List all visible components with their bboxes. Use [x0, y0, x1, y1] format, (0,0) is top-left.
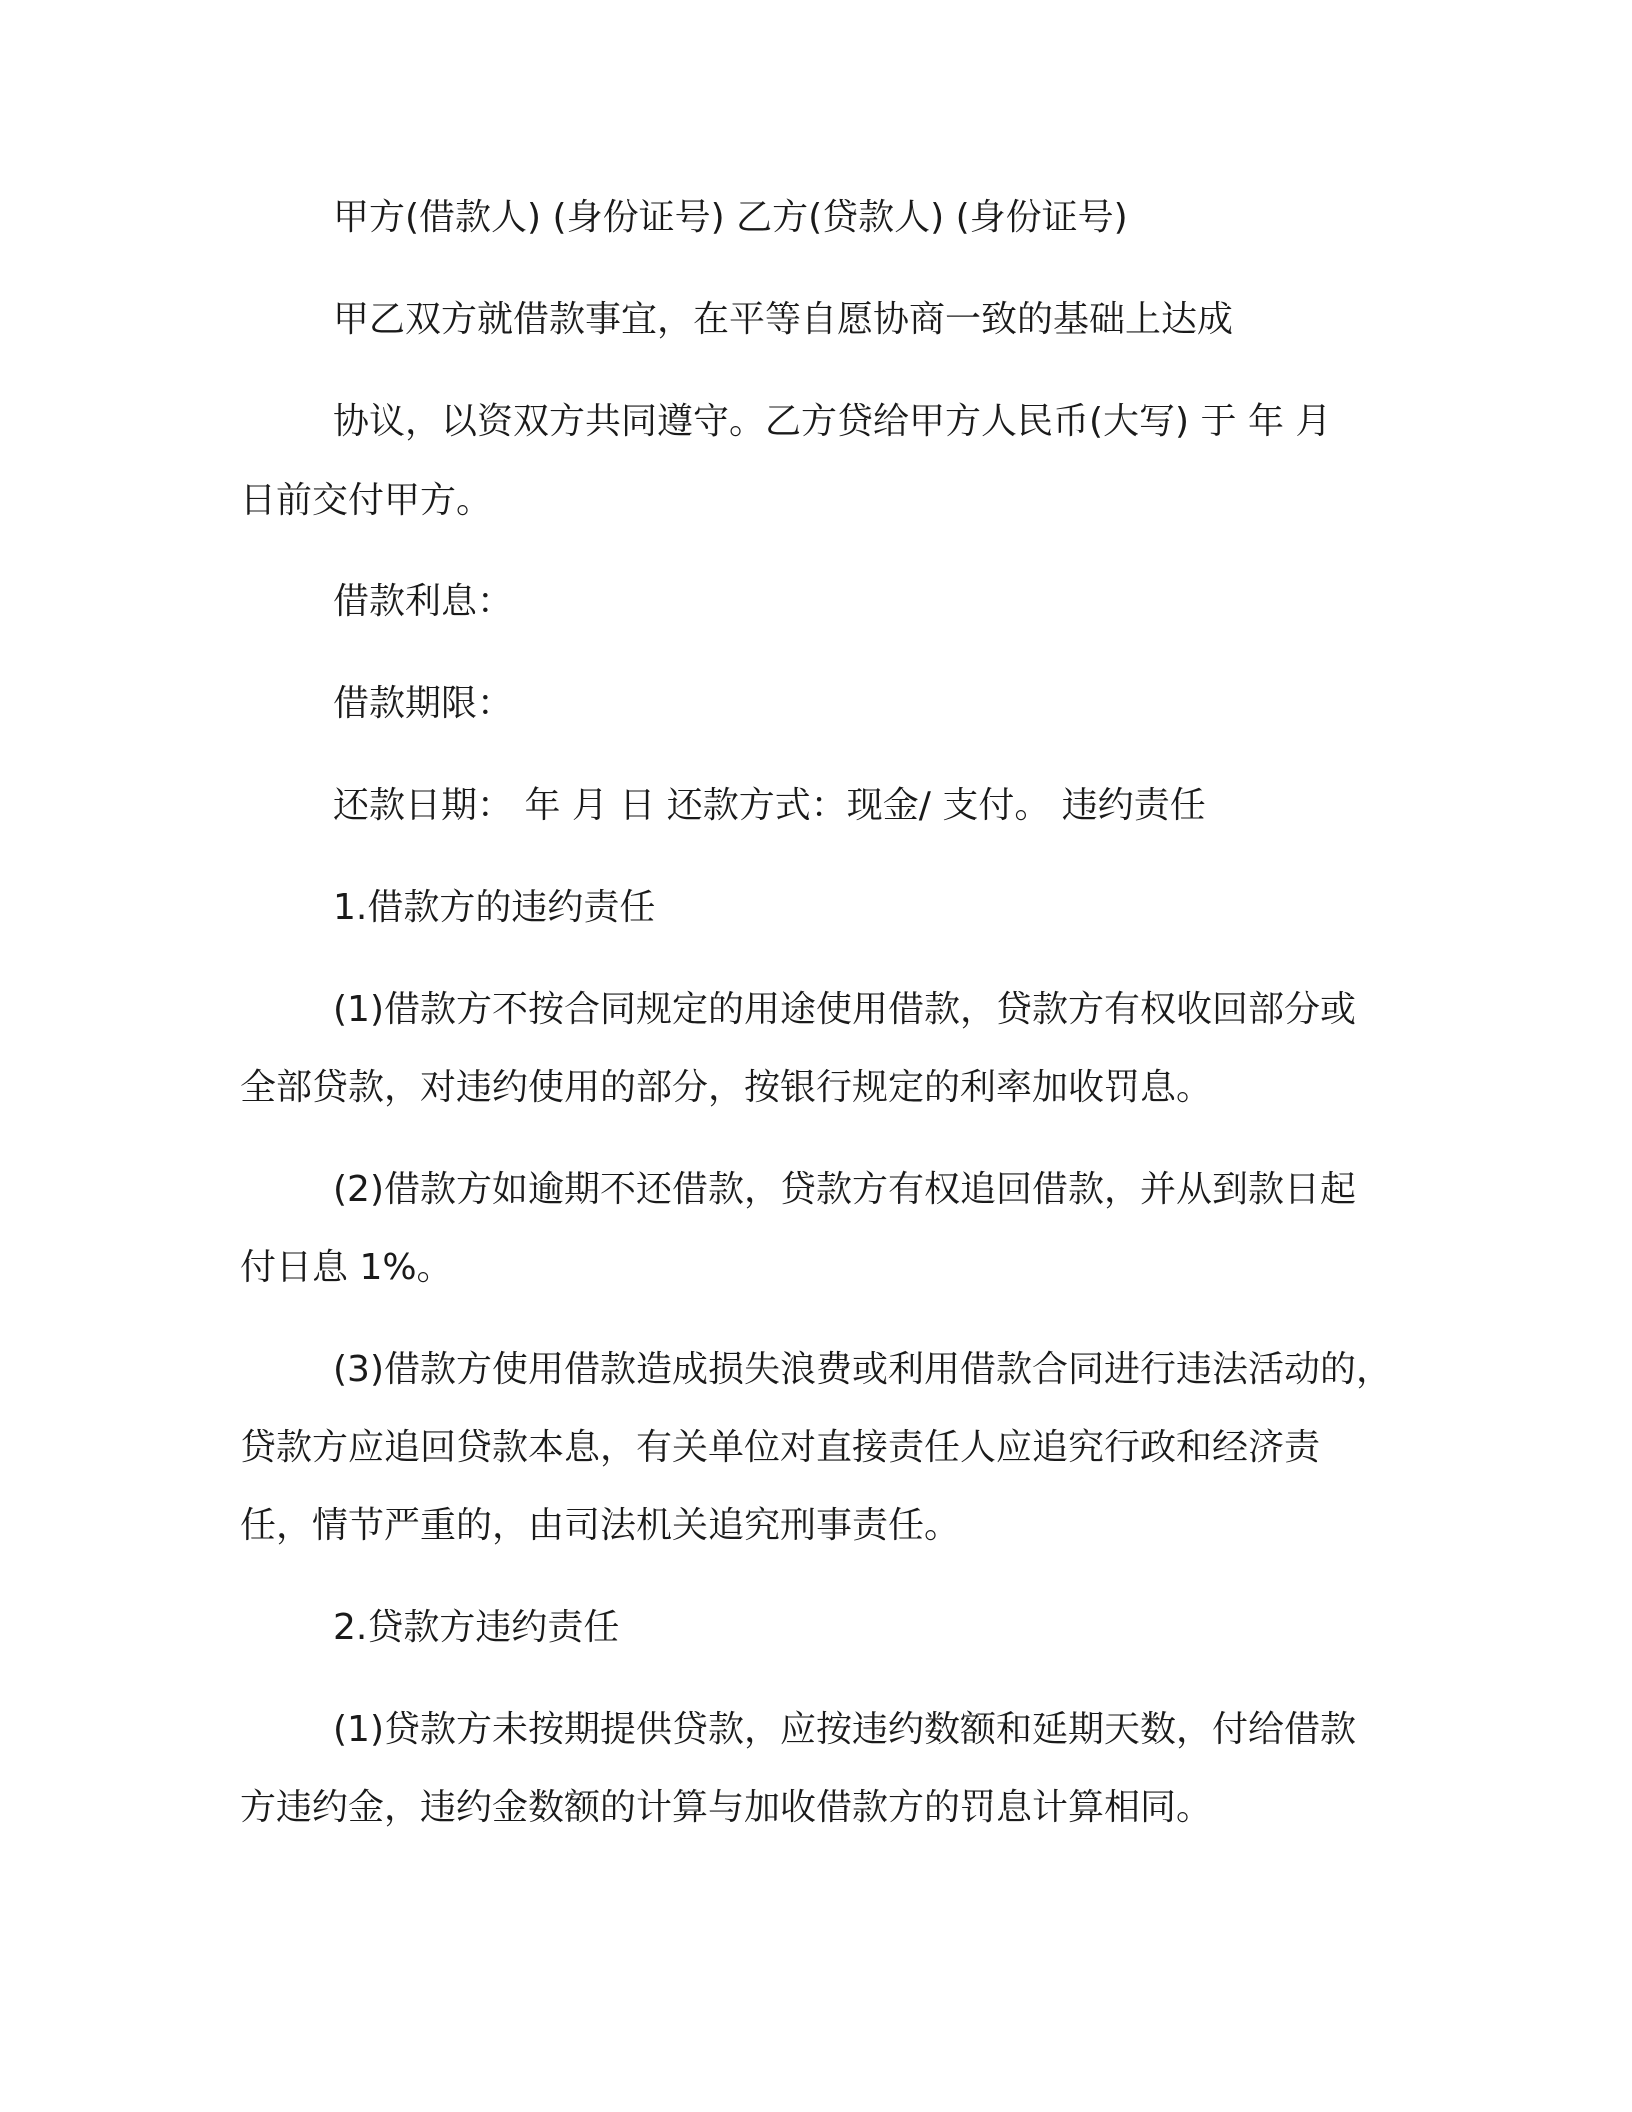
- section-2-heading: 2.贷款方违约责任: [333, 1607, 620, 1648]
- repayment-line: 还款日期： 年 月 日 还款方式：现金/ 支付。 违约责任: [333, 785, 1206, 826]
- parties-line: 甲方(借款人) (身份证号) 乙方(贷款人) (身份证号): [333, 197, 1128, 238]
- clause-2-1-line-2: 方违约金，违约金数额的计算与加收借款方的罚息计算相同。: [240, 1787, 1213, 1828]
- clause-1-1-line-2: 全部贷款，对违约使用的部分，按银行规定的利率加收罚息。: [240, 1067, 1213, 1108]
- agreement-line-1: 甲乙双方就借款事宜，在平等自愿协商一致的基础上达成: [333, 299, 1234, 340]
- clause-1-3-line-2: 贷款方应追回贷款本息，有关单位对直接责任人应追究行政和经济责: [240, 1427, 1321, 1468]
- clause-1-3-line-1: (3)借款方使用借款造成损失浪费或利用借款合同进行违法活动的，: [333, 1349, 1392, 1390]
- clause-2-1-line-1: (1)贷款方未按期提供贷款，应按违约数额和延期天数，付给借款: [333, 1709, 1356, 1750]
- clause-1-2-line-1: (2)借款方如逾期不还借款，贷款方有权追回借款，并从到款日起: [333, 1169, 1356, 1210]
- clause-1-3-line-3: 任，情节严重的，由司法机关追究刑事责任。: [240, 1505, 961, 1546]
- term-label: 借款期限：: [333, 683, 514, 724]
- interest-label: 借款利息：: [333, 581, 514, 622]
- clause-1-2-line-2: 付日息 1%。: [240, 1247, 453, 1288]
- agreement-line-2: 协议，以资双方共同遵守。乙方贷给甲方人民币(大写) 于 年 月: [333, 401, 1332, 442]
- agreement-line-3: 日前交付甲方。: [240, 480, 493, 521]
- section-1-heading: 1.借款方的违约责任: [333, 887, 656, 928]
- clause-1-1-line-1: (1)借款方不按合同规定的用途使用借款，贷款方有权收回部分或: [333, 989, 1356, 1030]
